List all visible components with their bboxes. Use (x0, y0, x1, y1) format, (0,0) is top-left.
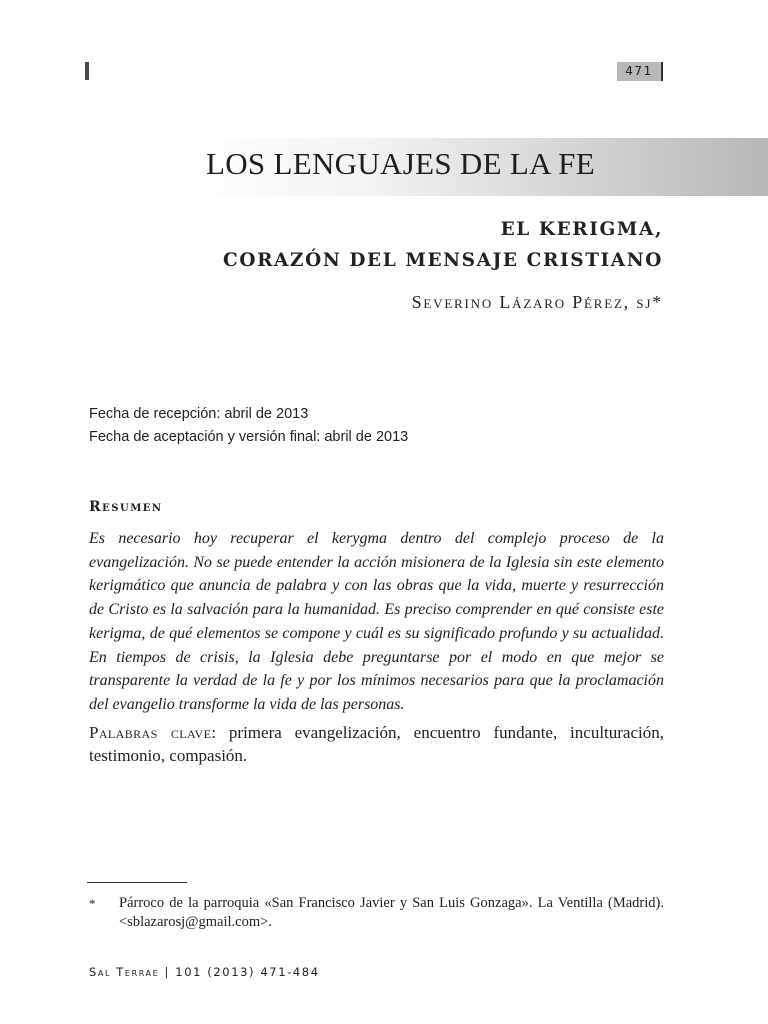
keywords-text: primera evangelización, encuentro fundante, inculturación, testimonio, compasión. (89, 723, 664, 765)
journal-citation: | 101 (2013) 471-484 (159, 965, 320, 979)
footnote-mark: * (89, 896, 96, 911)
acceptance-date: Fecha de aceptación y versión final: abril de 2013 (89, 429, 409, 445)
running-footer (89, 965, 320, 979)
abstract-heading: Resumen (89, 499, 163, 515)
article-title-line-1: EL KERIGMA, (500, 219, 663, 240)
reception-date: Fecha de recepción: abril de 2013 (89, 406, 309, 422)
author-byline: Severino Lázaro Pérez, sj* (411, 292, 663, 312)
dates-block (89, 403, 408, 449)
article-title (223, 214, 663, 276)
page-number: 471 (617, 62, 663, 81)
abstract-text: Es necesario hoy recuperar el kerygma dentro del complejo proceso de la evangelización. No se puede entender la acción misionera de la Iglesia sin este elemento kerigmático que anuncia de palabra y con las obras que la vida, muerte y resurrección de Cristo es la salvación para la humanidad. Es preciso comprender en qué consiste este kerigma, de qué elementos se compone y cuál es su significado profundo y su actualidad. En tiempos de crisis, la Iglesia debe preguntarse por el modo en que mejor se transparente la verdad de la fe y por los mínimos necesarios para que la proclamación del evangelio transforme la vida de las personas. (89, 530, 664, 713)
keywords-separator: : (211, 723, 217, 742)
section-title: LOS LENGUAJES DE LA FE (206, 146, 595, 181)
keywords-label: Palabras clave (89, 723, 212, 742)
footnote-rule (87, 882, 187, 883)
left-margin-bar (85, 62, 89, 80)
article-title-line-2: CORAZÓN DEL MENSAJE CRISTIANO (223, 250, 663, 271)
footnote-text: Párroco de la parroquia «San Francisco Javier y San Luis Gonzaga». La Ventilla (Madrid). <sblazarosj@gmail.com>. (119, 895, 664, 930)
keywords (89, 721, 664, 767)
journal-name: Sal Terrae (89, 965, 160, 979)
